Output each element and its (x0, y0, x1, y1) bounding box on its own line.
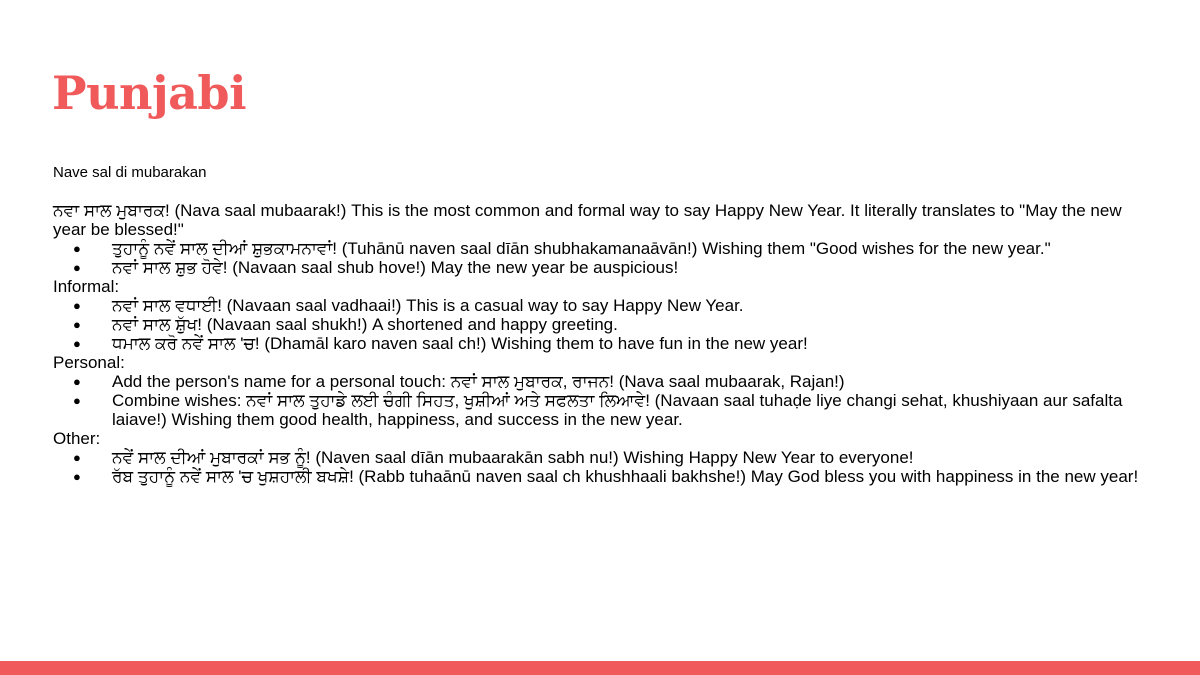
list-item (53, 334, 1153, 353)
bullet-icon: ● (73, 317, 81, 332)
list-item-text: ਰੱਬ ਤੁਹਾਨੂੰ ਨਵੇਂ ਸਾਲ 'ਚ ਖੁਸ਼ਹਾਲੀ ਬਖਸ਼ੇ! (Rabb tuhaānū naven saal ch khushhaali bakhshe!) May God bless you with happiness in the new year! (112, 467, 1139, 486)
list-item (53, 372, 1153, 391)
list-item-text: ਨਵਾਂ ਸਾਲ ਵਧਾਈ! (Navaan saal vadhaai!) This is a casual way to say Happy New Year. (112, 296, 744, 315)
bullet-icon: ● (73, 393, 81, 408)
list-item-text: ਨਵਾਂ ਸਾਲ ਸ਼ੁੱਖ! (Navaan saal shukh!) A shortened and happy greeting. (112, 315, 618, 334)
list-item-text: Combine wishes: ਨਵਾਂ ਸਾਲ ਤੁਹਾਡੇ ਲਈ ਚੰਗੀ ਸਿਹਤ, ਖੁਸ਼ੀਆਂ ਅਤੇ ਸਫਲਤਾ ਲਿਆਵੇ! (Navaan saal tuhaḍe liye changi sehat, khushiyaan aur safalta laiave!) Wishing them good health, happiness, and success in the new year. (112, 391, 1123, 429)
bullet-icon: ● (73, 298, 81, 313)
section-label-personal: Personal: (53, 353, 125, 372)
bullet-icon: ● (73, 336, 81, 351)
list-item (53, 296, 1153, 315)
other-list (53, 448, 1153, 486)
bullet-icon: ● (73, 260, 81, 275)
list-item-text: ਨਵਾਂ ਸਾਲ ਸ਼ੁਭ ਹੋਵੇ! (Navaan saal shub hove!) May the new year be auspicious! (112, 258, 679, 277)
bullet-icon: ● (73, 469, 81, 484)
informal-list (53, 296, 1153, 353)
list-item (53, 391, 1153, 429)
slide-subtitle: Nave sal di mubarakan (53, 164, 207, 181)
intro-paragraph: ਨਵਾ ਸਾਲ ਮੁਬਾਰਕ! (Nava saal mubaarak!) This is the most common and formal way to say Happy New Year. It literally translates to "May the new year be blessed!" (53, 201, 1122, 239)
footer-accent-bar (0, 661, 1200, 675)
list-item (53, 258, 1153, 277)
bullet-icon: ● (73, 450, 81, 465)
list-item-text: Add the person's name for a personal touch: ਨਵਾਂ ਸਾਲ ਮੁਬਾਰਕ, ਰਾਜਨ! (Nava saal mubaarak, Rajan!) (112, 372, 845, 391)
list-item-text: ਧਮਾਲ ਕਰੋ ਨਵੇਂ ਸਾਲ 'ਚ! (Dhamāl karo naven saal ch!) Wishing them to have fun in the new year! (112, 334, 808, 353)
list-item (53, 448, 1153, 467)
section-label-informal: Informal: (53, 277, 120, 296)
bullet-icon: ● (73, 374, 81, 389)
bullet-icon: ● (73, 241, 81, 256)
slide-body (53, 201, 1153, 486)
list-item (53, 315, 1153, 334)
list-item (53, 239, 1153, 258)
list-item (53, 467, 1153, 486)
list-item-text: ਨਵੇਂ ਸਾਲ ਦੀਆਂ ਮੁਬਾਰਕਾਂ ਸਭ ਨੂੰ! (Naven saal dīān mubaarakān sabh nu!) Wishing Happy New Year to everyone! (112, 448, 914, 467)
personal-list (53, 372, 1153, 429)
list-item-text: ਤੁਹਾਨੂੰ ਨਵੇਂ ਸਾਲ ਦੀਆਂ ਸ਼ੁਭਕਾਮਨਾਵਾਂ! (Tuhānū naven saal dīān shubhakamanaāvān!) Wishing them "Good wishes for the new year." (112, 239, 1051, 258)
formal-list (53, 239, 1153, 277)
slide-title: Punjabi (52, 66, 247, 120)
section-label-other: Other: (53, 429, 101, 448)
